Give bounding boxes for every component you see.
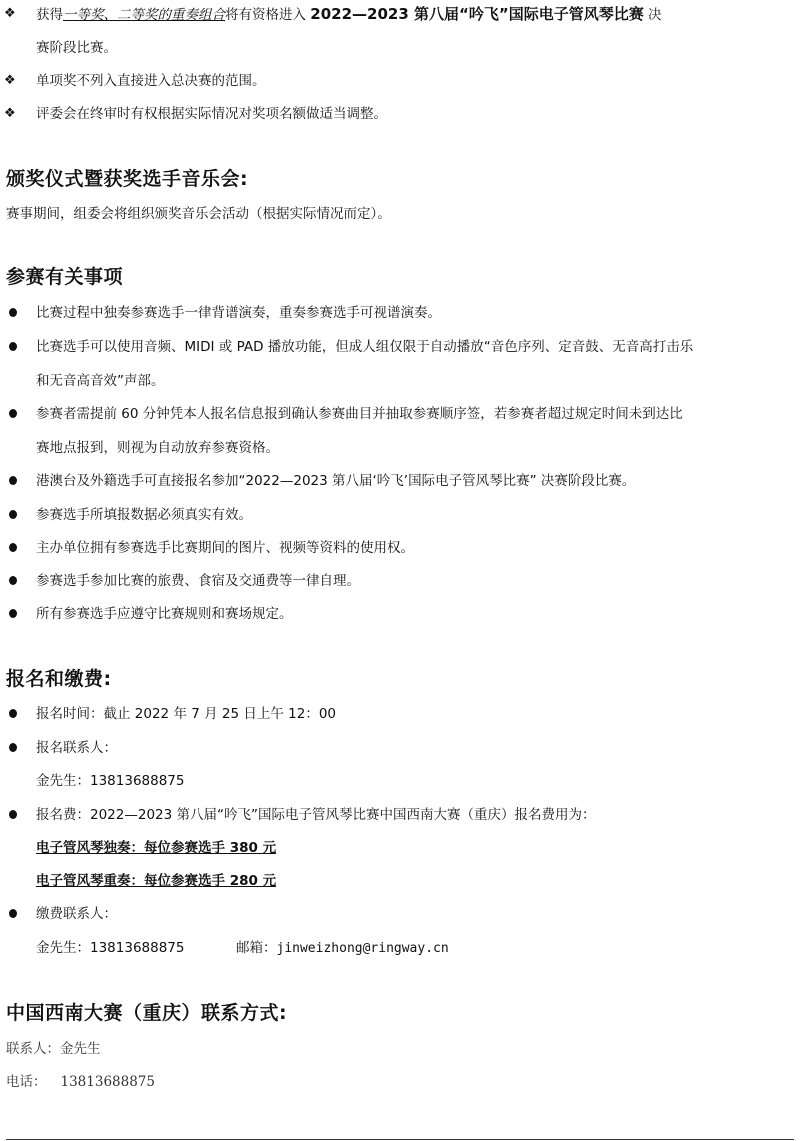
notes-item-text: 参赛选手参加比赛的旅费、食宿及交通费等一律自理。 bbox=[36, 573, 360, 589]
bullet-dot-icon bbox=[6, 738, 20, 758]
payment-email-link[interactable]: jinweizhong@ringway.cn bbox=[276, 941, 449, 956]
notes-heading: 参赛有关事项 bbox=[6, 266, 124, 288]
award-note-text: 单项奖不列入直接进入总决赛的范围。 bbox=[36, 73, 266, 89]
bullet-dot-icon bbox=[6, 471, 20, 491]
notes-item-text: 比赛选手可以使用音频、MIDI 或 PAD 播放功能，但成人组仅限于自动播放“音色序列、定音鼓、无音高打击乐 bbox=[36, 339, 694, 355]
award-note-middle: 将有资格进入 bbox=[225, 7, 306, 23]
contact-value: 金先生：13813688875 bbox=[36, 773, 185, 789]
award-note-text: 评委会在终审时有权根据实际情况对奖项名额做适当调整。 bbox=[36, 106, 387, 122]
fee-ensemble: 电子管风琴重奏：每位参赛选手 280 元 bbox=[36, 873, 277, 889]
registration-heading: 报名和缴费: bbox=[6, 668, 112, 690]
award-note-suffix: 决 bbox=[648, 7, 662, 23]
notes-item-text: 所有参赛选手应遵守比赛规则和赛场规定。 bbox=[36, 606, 293, 622]
bullet-dot-icon bbox=[6, 904, 20, 924]
payment-contact-name: 金先生：13813688875 bbox=[36, 940, 185, 956]
ceremony-heading: 颁奖仪式暨获奖选手音乐会: bbox=[6, 168, 249, 190]
contact-person-name: 金先生 bbox=[60, 1041, 101, 1057]
bullet-dot-icon bbox=[6, 337, 20, 357]
bullet-dot-icon bbox=[6, 404, 20, 424]
diamond-bullet-icon: ❖ bbox=[4, 106, 16, 121]
payment-email-label: 邮箱： bbox=[236, 940, 277, 956]
notes-item-text: 和无音高音效”声部。 bbox=[36, 373, 165, 389]
contact-person-label: 联系人： bbox=[6, 1041, 60, 1057]
competition-name: 2022—2023 第八届“吟飞”国际电子管风琴比赛 bbox=[310, 5, 644, 23]
contact-label: 报名联系人： bbox=[36, 740, 117, 756]
deadline-text: 报名时间：截止 2022 年 7 月 25 日上午 12：00 bbox=[36, 706, 337, 722]
award-note-prefix: 获得 bbox=[36, 7, 63, 23]
bullet-dot-icon bbox=[6, 505, 20, 525]
award-note-continuation-text: 赛阶段比赛。 bbox=[36, 40, 117, 56]
fee-intro: 报名费：2022—2023 第八届“吟飞”国际电子管风琴比赛中国西南大赛（重庆）报名费用为： bbox=[36, 807, 596, 823]
award-note-underlined: 一等奖、二等奖的重奏组合 bbox=[63, 7, 225, 23]
fee-solo: 电子管风琴独奏：每位参赛选手 380 元 bbox=[36, 840, 277, 856]
notes-item-text: 主办单位拥有参赛选手比赛期间的图片、视频等资料的使用权。 bbox=[36, 540, 414, 556]
bullet-dot-icon bbox=[6, 571, 20, 591]
contact-heading: 中国西南大赛（重庆）联系方式: bbox=[6, 1002, 288, 1024]
bullet-dot-icon bbox=[6, 805, 20, 825]
payment-contact-label: 缴费联系人： bbox=[36, 906, 117, 922]
footer-divider bbox=[6, 1139, 794, 1140]
notes-item-text: 参赛者需提前 60 分钟凭本人报名信息报到确认参赛曲目并抽取参赛顺序签，若参赛者超过规定时间未到达比 bbox=[36, 406, 683, 422]
bullet-dot-icon bbox=[6, 538, 20, 558]
contact-phone-label: 电话： bbox=[6, 1074, 47, 1090]
contact-phone bbox=[6, 1072, 155, 1092]
notes-item-text: 比赛过程中独奏参赛选手一律背谱演奏，重奏参赛选手可视谱演奏。 bbox=[36, 305, 441, 321]
contact-person bbox=[6, 1039, 101, 1059]
notes-item-text: 参赛选手所填报数据必须真实有效。 bbox=[36, 507, 252, 523]
bullet-dot-icon bbox=[6, 303, 20, 323]
bullet-dot-icon bbox=[6, 704, 20, 724]
contact-phone-number: 13813688875 bbox=[60, 1074, 155, 1090]
notes-item-text: 港澳台及外籍选手可直接报名参加“2022—2023 第八届‘吟飞’国际电子管风琴比赛” 决赛阶段比赛。 bbox=[36, 473, 636, 489]
notes-item-text: 赛地点报到，则视为自动放弃参赛资格。 bbox=[36, 440, 279, 456]
ceremony-body: 赛事期间，组委会将组织颁奖音乐会活动（根据实际情况而定）。 bbox=[6, 206, 391, 222]
diamond-bullet-icon: ❖ bbox=[4, 73, 16, 88]
diamond-bullet-icon: ❖ bbox=[4, 6, 16, 21]
payment-email-group bbox=[236, 938, 449, 959]
bullet-dot-icon bbox=[6, 604, 20, 624]
